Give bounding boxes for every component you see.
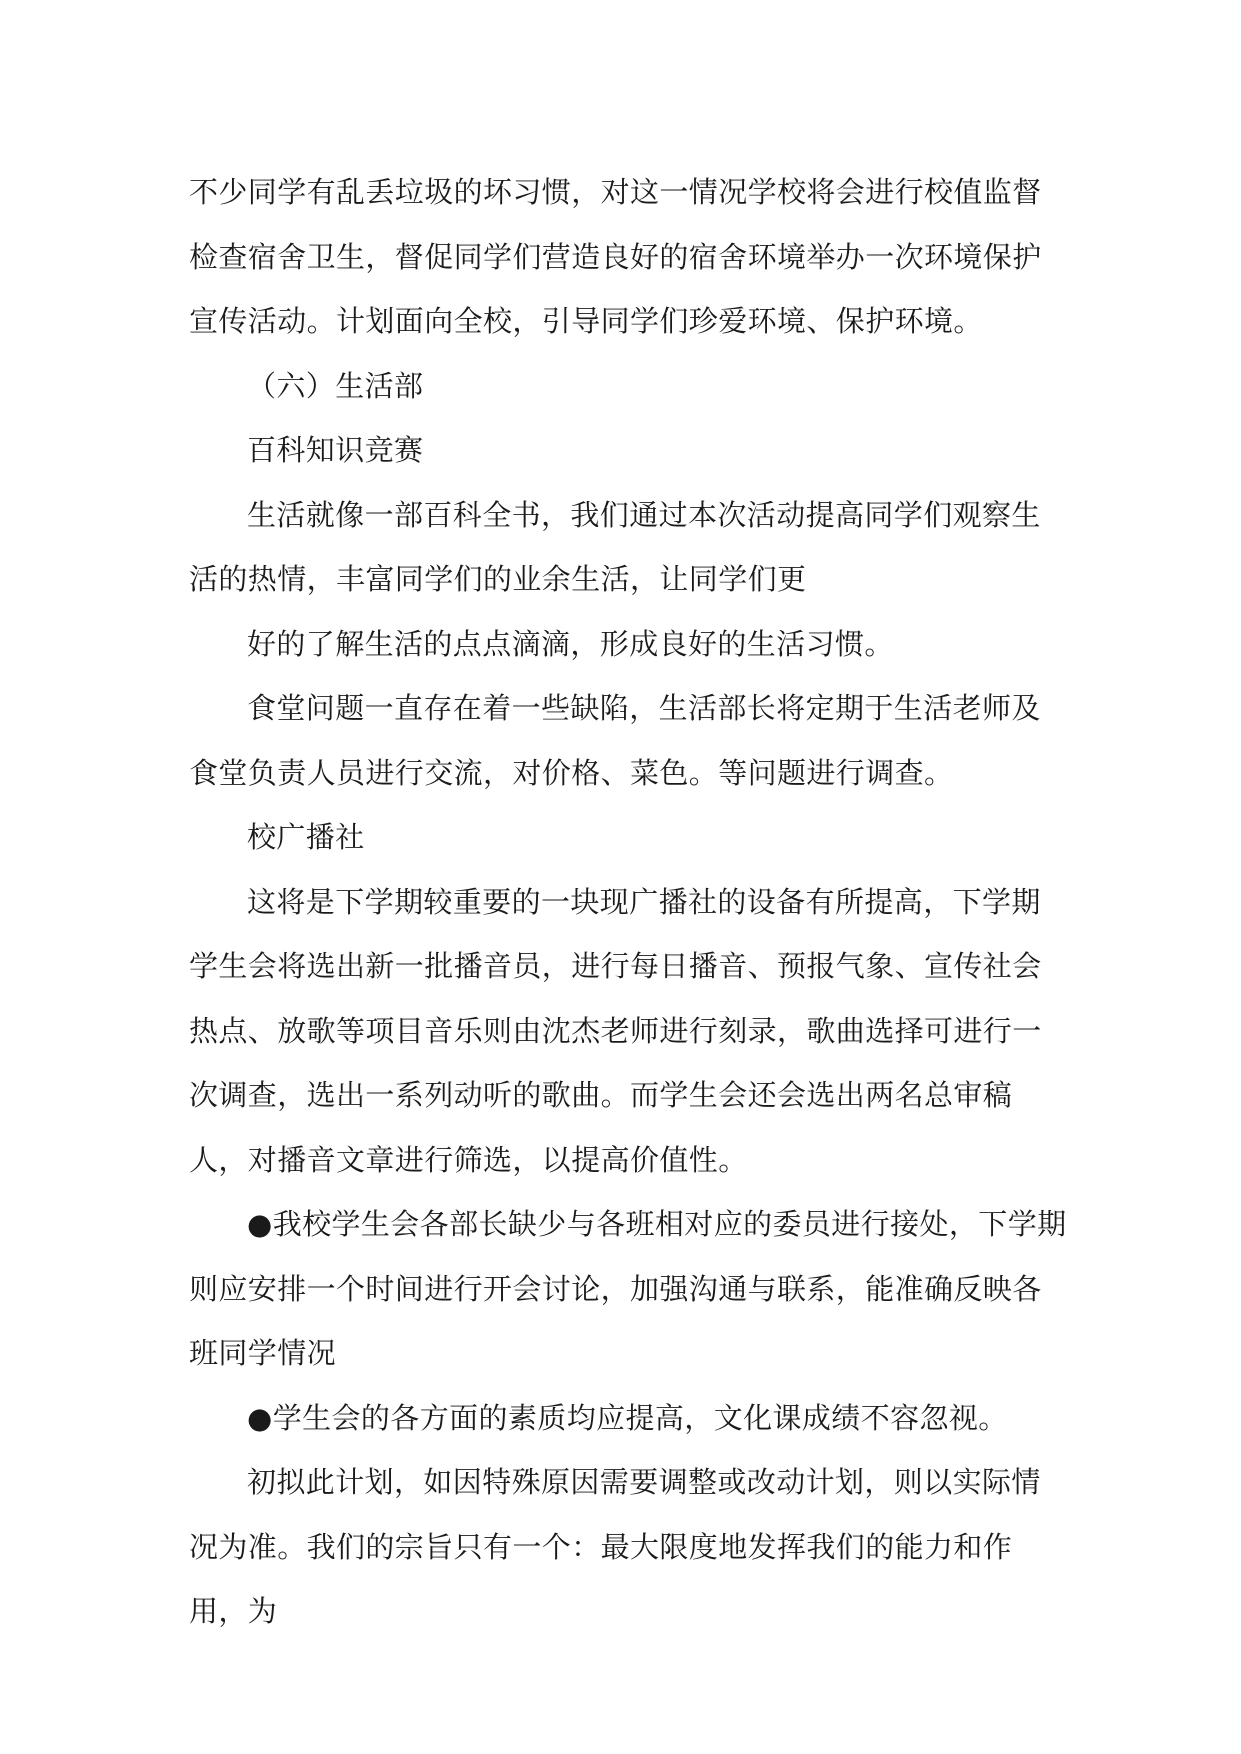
paragraph-contest-continued: 好的了解生活的点点滴滴，形成良好的生活习惯。 (247, 626, 894, 661)
section-heading-life-dept: （六）生活部 (247, 368, 424, 403)
subheading-knowledge-contest: 百科知识竞赛 (247, 433, 424, 467)
bullet-quality: ●学生会的各方面的素质均应提高，文化课成绩不容忽视。 (247, 1400, 1008, 1435)
paragraph-conclusion: 初拟此计划，如因特殊原因需要调整或改动计划，则以实际情况为准。我们的宗旨只有一个：最大限度地发挥我们的能力和作用，为 (189, 1465, 1041, 1628)
paragraph-environment: 不少同学有乱丢垃圾的坏习惯，对这一情况学校将会进行校值监督检查宿舍卫生，督促同学们营造良好的宿舍环境举办一次环境保护宣传活动。计划面向全校，引导同学们珍爱环境、保护环境。 (189, 175, 1042, 338)
subheading-broadcast: 校广播社 (247, 820, 365, 854)
paragraph-canteen: 食堂问题一直存在着一些缺陷，生活部长将定期于生活老师及食堂负责人员进行交流，对价格、菜色。等问题进行调查。 (189, 691, 1041, 790)
bullet-communication: ●我校学生会各部长缺少与各班相对应的委员进行接处，下学期则应安排一个时间进行开会讨论，加强沟通与联系，能准确反映各班同学情况 (189, 1207, 1067, 1370)
document-page (189, 160, 1069, 1644)
paragraph-contest: 生活就像一部百科全书，我们通过本次活动提高同学们观察生活的热情，丰富同学们的业余生活，让同学们更 (189, 497, 1041, 596)
paragraph-broadcast: 这将是下学期较重要的一块现广播社的设备有所提高，下学期学生会将选出新一批播音员，进行每日播音、预报气象、宣传社会热点、放歌等项目音乐则由沈杰老师进行刻录，歌曲选择可进行一次调查，选出一系列动听的歌曲。而学生会还会选出两名总审稿人，对播音文章进行筛选，以提高价值性。 (189, 884, 1042, 1177)
